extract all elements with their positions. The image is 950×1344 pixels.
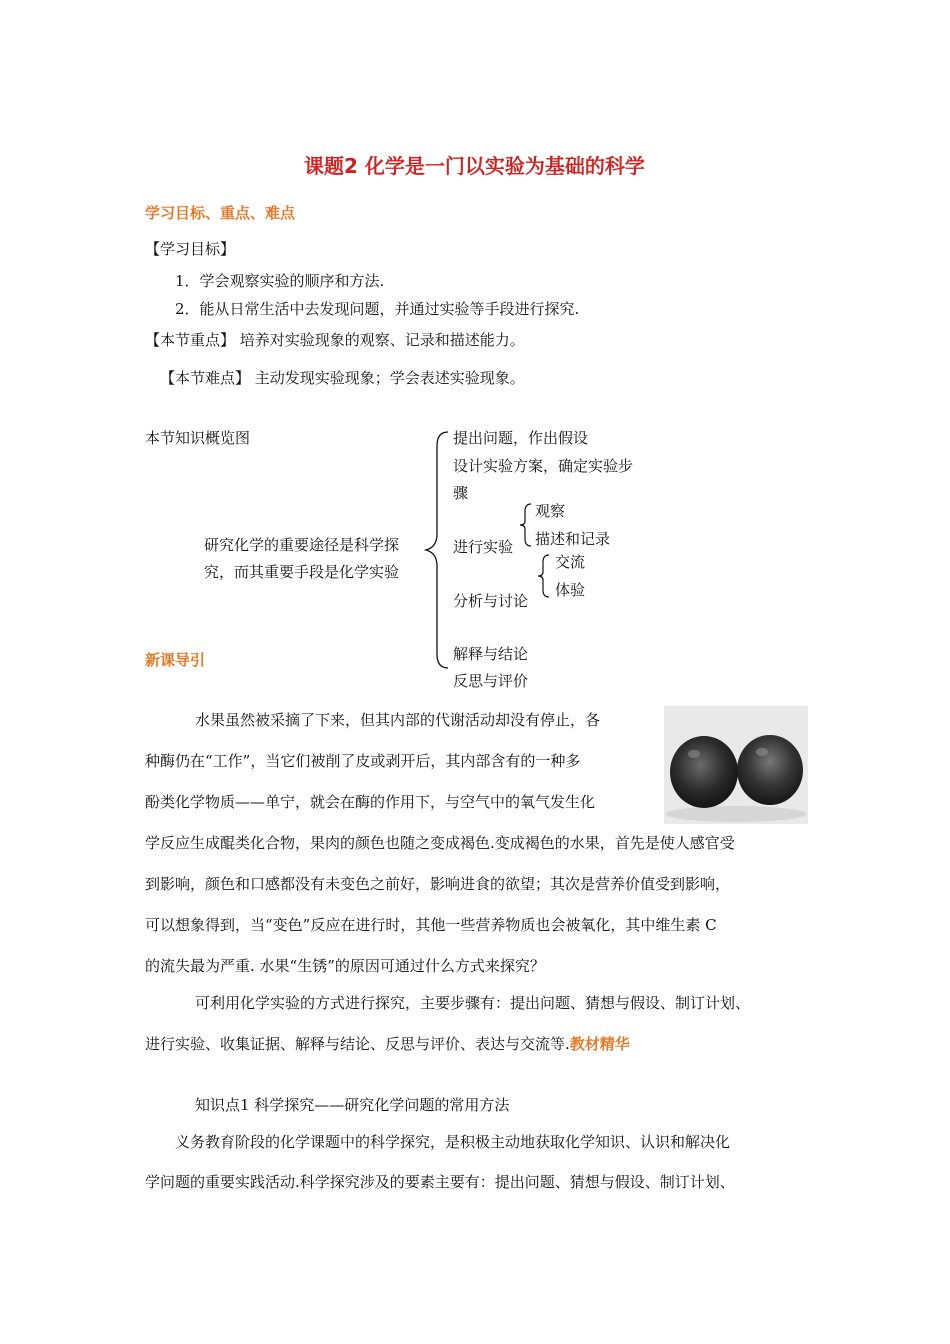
analysis-sub-experience: 体验 — [555, 581, 586, 599]
experiment-sub-observe: 观察 — [535, 502, 566, 520]
key-point: 【本节重点】 培养对实验现象的观察、记录和描述能力。 — [145, 331, 525, 349]
branch-analysis: 分析与讨论 — [453, 592, 529, 610]
branch-conclusion: 解释与结论 — [453, 645, 529, 663]
experiment-brace — [518, 502, 534, 548]
branch-experiment: 进行实验 — [453, 538, 514, 556]
goals-label: 【学习目标】 — [145, 240, 236, 258]
overview-center-line1: 研究化学的重要途径是科学探 — [204, 536, 400, 554]
intro-line-5: 到影响，颜色和口感都没有未变色之前好，影响进食的欲望；其次是营养价值受到影响， — [145, 875, 731, 893]
main-brace — [424, 430, 454, 670]
experiment-sub-record: 描述和记录 — [535, 530, 611, 548]
intro-line-3: 酚类化学物质——单宁，就会在酶的作用下，与空气中的氧气发生化 — [145, 793, 596, 811]
answer-line-2-row — [145, 1033, 630, 1054]
answer-line-1: 可利用化学实验的方式进行探究，主要步骤有：提出问题、猜想与假设、制订计划、 — [195, 994, 751, 1012]
intro-line-2: 种酶仍在“工作”，当它们被削了皮或剥开后，其内部含有的一种多 — [145, 752, 581, 770]
section-heading-goals: 学习目标、重点、难点 — [145, 204, 296, 222]
knowledge-line-1: 义务教育阶段的化学课题中的科学探究，是积极主动地获取化学知识、认识和解决化 — [175, 1133, 731, 1151]
page-title: 课题2 化学是一门以实验为基础的科学 — [304, 154, 645, 178]
branch-reflection: 反思与评价 — [453, 672, 529, 690]
intro-line-7: 的流失最为严重. 水果“生锈”的原因可通过什么方式来探究？ — [145, 957, 545, 975]
knowledge-line-2: 学问题的重要实践活动.科学探究涉及的要素主要有：提出问题、猜想与假设、制订计划、 — [145, 1173, 735, 1191]
intro-line-6: 可以想象得到，当“变色”反应在进行时，其他一些营养物质也会被氧化，其中维生素 C — [145, 916, 717, 934]
branch-design-line2: 骤 — [453, 484, 469, 502]
intro-line-4: 学反应生成醌类化合物，果肉的颜色也随之变成褐色.变成褐色的水果，首先是使人感官受 — [145, 834, 735, 852]
difficulty-point: 【本节难点】 主动发现实验现象；学会表述实验现象。 — [160, 369, 525, 387]
section-heading-intro: 新课导引 — [145, 651, 206, 669]
intro-line-1: 水果虽然被采摘了下来，但其内部的代谢活动却没有停止，各 — [195, 711, 601, 729]
branch-design-line1: 设计实验方案，确定实验步 — [453, 457, 634, 475]
answer-line-2: 进行实验、收集证据、解释与结论、反思与评价、表达与交流等. — [145, 1035, 570, 1053]
apples-photo — [664, 706, 808, 824]
overview-center-line2: 究，而其重要手段是化学实验 — [204, 563, 400, 581]
branch-ask-question: 提出问题，作出假设 — [453, 429, 589, 447]
textbook-heading: 教材精华 — [569, 1035, 630, 1053]
knowledge-point-title: 知识点1 科学探究——研究化学问题的常用方法 — [195, 1096, 510, 1114]
analysis-brace — [536, 553, 552, 599]
apples-illustration — [664, 706, 808, 824]
branch-reflection-clipped — [453, 670, 529, 690]
analysis-sub-exchange: 交流 — [555, 553, 586, 571]
goal-item-2: 2．能从日常生活中去发现问题，并通过实验等手段进行探究. — [175, 300, 580, 318]
overview-label: 本节知识概览图 — [145, 429, 251, 447]
goal-item-1: 1．学会观察实验的顺序和方法. — [175, 272, 385, 290]
